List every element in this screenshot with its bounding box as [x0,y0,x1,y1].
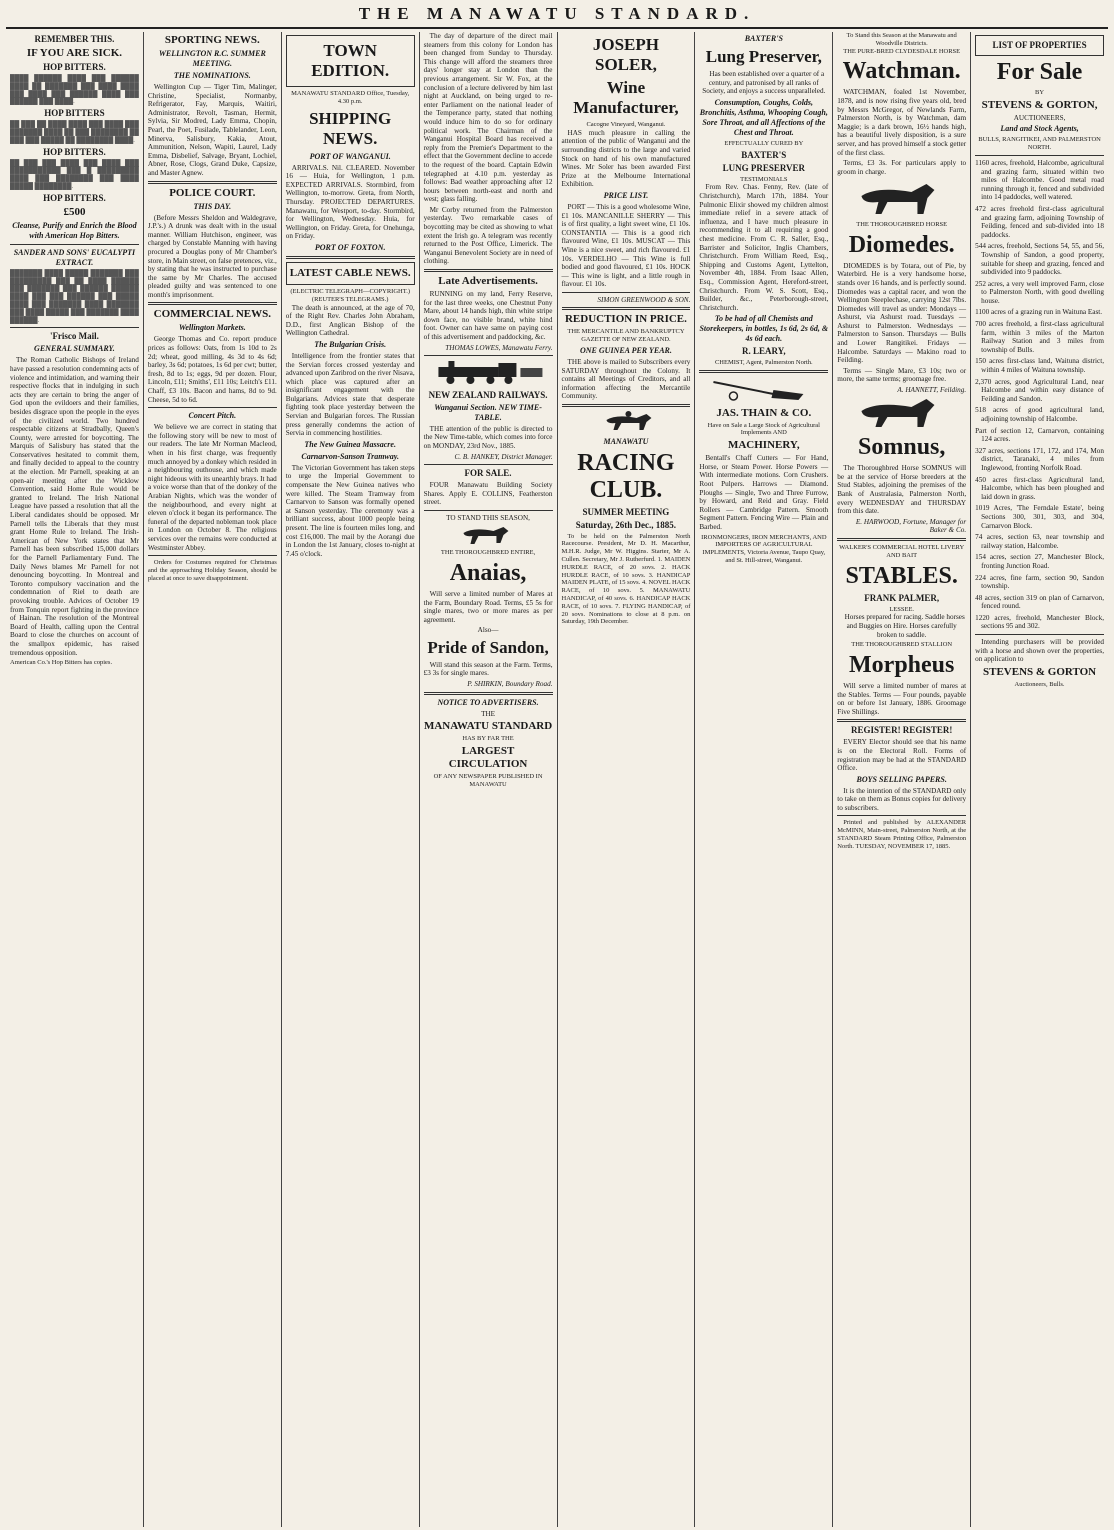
this-day-heading: THIS DAY. [193,201,232,211]
morpheus-body: Will serve a limited number of mares at the Stables. Terms — Four pounds, payable on or before 1st January, 1886. Groomage Five Shillings. [837,681,967,716]
race-date: Saturday, 26th Dec., 1885. [575,519,677,530]
register-body: EVERY Elector should see that his name is on the Electoral Roll. Forms of registration may be had at the STANDARD Office. [837,738,967,773]
for-sale-heading: FOR SALE. [464,468,512,479]
frisco-heading: 'Frisco Mail. [49,331,99,342]
shipping-heading: SHIPPING NEWS. [309,108,392,148]
price-list-heading: PRICE LIST. [603,190,649,200]
gazette-title: THE MERCANTILE AND BANKRUPTCY GAZETTE OF NEW ZEALAND. [567,328,685,344]
hop-bitters-heading-4: HOP BITTERS. [43,192,106,203]
general-summary-body: The Roman Catholic Bishops of Ireland have passed a resolution condemning acts of violence and intimidation, and warning their respective flocks that in indulging in such acts they are certain to bring the anger of God upon the evildoers and their families, besides disgrace upon the people in the eyes of the civilized world. Two hundred respectable citizens at Stradbally, Queen's County, were arrested for boycotting. The Marquis of Salisbury has stated that the Conservatives hesitated to commit them, and finally decided to appeal to the country at the election. Mr Parnell, speaking at an open-air meeting after the Wicklow Convention, said Home Rule would be granted to Ireland. The Irish National League have passed a resolution that all the Liberal candidates should be opposed. Mr Parnell tells the Liberals that they must grant Home Rule to Ireland. The Irish-American of New York states that Mr Parnell has been subscribed 15,000 dollars for the Parnell Parliamentary Fund. The Daily News blames Mr Parnell for not denouncing boycotting. In Montreal and Toronto compulsory vaccination and the condemnation of Riel to death are provoking trouble. Advices of October 19 from Tonquin report fighting in the province of Hainan. The resolution of the Montreal Board of Health, calling upon the Central Board to close the churches on account of the smallpox epidemic, has raised tremendous opposition. [10,356,139,657]
timetable-body: THE attention of the public is directed to the New Time-table, which comes into force on MONDAY, 23rd Nov., 1885. [423,424,553,450]
remember-heading: REMEMBER THIS. [34,34,115,44]
plough-icon [699,376,828,402]
wine-manufacturer: Wine Manufacturer, [573,78,679,117]
property-item: 1100 acres of a grazing run in Waituna East. [975,308,1103,317]
column-8 [971,32,1108,1527]
stand-season: TO STAND THIS SEASON, [446,513,530,522]
markets-heading: Wellington Markets. [178,323,246,333]
harwood-signature: E. HARWOOD, Fortune, Manager for Baker & Co. [855,517,967,535]
police-court-body: (Before Messrs Sheldon and Waldegrave, J.P.'s.) A drunk was dealt with in the usual manner. William Hutchison, engineer, was charged by Constable Manning with having procured a Douglas pony of Mr Chamber's store, in Main street, on false pretences, viz., by stating that he was instructed to purchase the same by Mr Charles. The accused pleaded guilty and was sentenced to one month's imprisonment. [147,213,277,299]
watchman-name: Watchman. [842,58,961,85]
latest-cable-heading: LATEST CABLE NEWS. [289,266,411,279]
property-item: 1019 Acres, 'The Ferndale Estate', being Sections 300, 301, 303, and 304, Carnarvon Block. [975,504,1104,530]
property-list [975,159,1104,631]
property-item: 472 acres freehold first-class agricultural and grazing farm, adjoining Township of Feilding, fenced and sub-divided into 18 paddocks. [975,204,1104,239]
reduction-heading: REDUCTION IN PRICE. [564,313,687,326]
column-6 [695,32,833,1527]
somnus-name: Somnus, [858,434,946,461]
guinea-line: ONE GUINEA PER YEAR. [580,346,672,356]
column-1-footer: American Co.'s Hop Bitters has copies. [10,659,113,667]
hannett-signature: A. HANNETT, Feilding. [897,386,967,395]
thain-name: JAS. THAIN & CO. [716,406,812,419]
gazette-body: THE above is mailed to Subscribers every SATURDAY throughout the Colony. It contains all Meetings of Creditors, and all information affecting the Mercantile Community. [561,358,691,401]
firm-address: BULLS, RANGITIKEI, AND PALMERSTON NORTH. [978,136,1101,152]
property-item: 518 acres of good agricultural land, adjoining township of Halcombe. [975,406,1104,424]
baxter-heading: BAXTER'S [744,34,783,43]
cable-body: The death is announced, at the age of 70, of the Right Rev. Charles John Abraham, D.D., first Anglican Bishop of the Wellington Cathedral. [285,303,415,338]
price-list-body: PORT — This is a good wholesome Wine, £1 10s. MANCANILLE SHERRY — This is of first quality, a light sweet wine, £1 10s. CONSTANTIA — This is a good rich flavoured Wine, £1 10s. MUSCAT — This Wine is a nice sweet, and rich flavoured. £1 10s. VERDELHO — This Wine is full bodied and good flavoured, £1 10s. HOCK — This wine is light, and a little rough in flavour. £1 10s. [561,202,691,289]
hop-bitters-heading-2: HOP BITTERS [44,108,105,119]
papers-heading: BOYS SELLING PAPERS. [856,774,947,784]
thoroughbred-line: THE THOROUGHBRED HORSE [856,220,948,228]
bulgarian-body: Intelligence from the frontier states that the Servian forces crossed yesterday and advanced upon Zaribrod on the river Nisava, which place was captured after an insignificant engagement with the Bulgarians. Advices state that desperate fighting took place yesterday between the Servian and Bulgarian forces. The Russian press generally condemns the action of Servia in commencing hostilities. [285,351,415,438]
racing-club-heading: RACING CLUB. [577,449,675,503]
property-item: 1160 acres, freehold, Halcombe, agricultural and grazing farm, situated within two miles of Halcombe. Good metal road running through it, fenced and subdivided into 14 paddocks, well watered. [975,158,1104,202]
pride-body: Will stand this season at the Farm. Terms, £3 3s for single mares. [423,660,553,678]
palmer-name: FRANK PALMER, [864,592,940,603]
anaias-name: Anaias, [449,559,527,586]
cured-by-line: EFFECTUALLY CURED BY [724,139,804,147]
auctioneers-label: AUCTIONEERS, [1013,113,1066,122]
commercial-heading: COMMERCIAL NEWS. [153,308,271,321]
testimonials-label: TESTIMONIALS [740,175,788,183]
property-item: Part of section 12, Carnarvon, containing 124 acres. [975,426,1104,444]
clydesdale-line: THE PURE-BRED CLYDESDALE HORSE [843,47,961,55]
timetable-heading: Wanganui Section. NEW TIME-TABLE. [434,402,542,422]
for-sale-heading: For Sale [996,59,1083,85]
sanders-heading: SANDER AND SONS' EUCALYPTI EXTRACT. [13,247,136,267]
hop-bitters-text-3: ██ ███ ███ ████ ███ ████ ███ ███████████ ███ █ █████████ ████ ███ ████████ ███ ████ █████ ████████. [10,159,139,190]
diomedes-body: DIOMEDES is by Totara, out of Pie, by Waterbird. He is a very handsome horse, stands over 16 hands, and is perfectly sound. Diomedes was a capital racer, and won the Wellington Steeplechase, carrying 12st 7lbs. Diomedes will travel as under: Mondays — Ashurst, via Ashurst road. Tuesdays — Ashurst to Palmerston. Wednesdays — Palmerston to Sanson. Thursdays — Bulls and Lower Rangitikei. Fridays — Halcombe. Saturdays — Makino road to Feilding. [837,261,967,365]
race-body: To be held on the Palmerston North Racecourse. President, Mr D. H. Macarthur, M.H.R. Judge, Mr W. Higgins. Starter, Mr A. Cullen. Secretary, Mr J. Rutherfurd. 1. MAIDEN HURDLE RACE, of 20 sovs. 2. HACK HURDLE RACE, of 10 sovs. 3. HANDICAP MAIDEN PLATE, of 15 sovs. 4. NOVEL HACK RACE, of 10 sovs. 5. MANAWATU HANDICAP, of 40 sovs. 6. HANDICAP HACK RACE, of 10 sovs. 7. FLYING HANDICAP, of 20 sovs. Nominations to close at 8 p.m. on Saturday, 19th December. [561,532,691,626]
concert-heading: Concert Pitch. [188,411,237,421]
also-label: Also— [477,626,499,635]
column-4 [420,32,558,1527]
purchasers-note: Intending purchasers will be provided with a horse and shown over the properties, on application to [975,638,1104,664]
horse-icon [837,178,966,218]
sick-heading: IF YOU ARE SICK. [26,47,123,59]
watchman-body: WATCHMAN, foaled 1st November, 1878, and is now rising five years old, bred by Messrs McGregor, of Newlands Farm, Palmerston North, is by Watchman, dam Maggie; is a dark brown, 16½ hands high, has a beautiful lively disposition, is a sure server, and has proved himself a stock getter of the first class. [837,88,967,157]
leary-name: R. LEARY, [742,346,786,357]
reward-amount: £500 [63,205,86,218]
shipping-body: ARRIVALS. Nil. CLEARED. November 16 — Huia, for Wellington, 1 p.m. EXPECTED ARRIVALS. Stormbird, from Wellington, to-morrow. Greta, from North, Thursday. PROJECTED DEPARTURES. Manawatu, for Westport, to-day. Stormbird, for Wellington, Wednesday. Huia, for Wellington, on Friday. Greta, for Onehunga, on Friday. [285,163,415,241]
anaias-body: Will serve a limited number of Mares at the Farm, Boundary Road. Terms, £5 5s for single mares, two or more mares as per agreement. [423,589,553,624]
markets-body: George Thomas and Co. report produce prices as follows: Oats, from 1s 10d to 2s 2d; wheat, good milling, 4s 3d to 4s 6d; barley, 3s 6d; potatoes, 1s 6d per cwt; butter, fresh, 8d to 1s; eggs, 9d per dozen. Flour, Lincoln, £11; Smiths', £11 10s; Leitch's £11. Chaff, £3 10s. Bacon and hams, 8d to 9d. Cheese, 5d to 6d. [147,335,277,404]
column-2 [144,32,282,1527]
hop-bitters-heading-1: HOP BITTERS. [43,62,106,72]
papers-body: It is the intention of the STANDARD only to take on them as Bonus copies for delivery to subscribers. [837,786,967,812]
property-item: 150 acres first-class land, Waituna district, within 4 miles of Waituna township. [975,357,1104,375]
summer-meeting-label: SUMMER MEETING [582,506,670,517]
pride-of-sandon: Pride of Sandon, [427,637,549,657]
general-summary-heading: GENERAL SUMMARY. [34,344,115,354]
summer-meeting-heading: WELLINGTON R.C. SUMMER MEETING. [158,49,266,68]
hankey-signature: C. B. HANKEY, District Manager. [454,452,553,461]
hop-bitters-heading-3: HOP BITTERS. [43,146,106,157]
property-item: 224 acres, fine farm, section 90, Sandon township. [975,573,1104,591]
lowes-signature: THOMAS LOWES, Manawatu Ferry. [445,343,553,352]
port-wanganui-heading: PORT OF WANGANUI. [309,151,391,161]
railways-heading: NEW ZEALAND RAILWAYS. [428,389,548,400]
property-item: 327 acres, sections 171, 172, and 174, Mon district, Taranaki, 4 miles from Inglewood, fronting Norfolk Road. [975,446,1104,472]
concert-body: We believe we are correct in stating that the following story will be new to most of our readers. The late Mr Norman Macleod, when in his first charge, was frequently much annoyed by a donkey which resided in a neighbouring outhouse, and which made night hideous with its unearthly brays. It had a voice worse than that of the donkey of the Arabian Nights, which was the wonder of the neighbourhood, and every night at eleven o'clock it began its performance. The funeral of the departed nobleman took place in London on October 8. The religious services over the remains were conducted at Westminster Abbey. [147,423,277,552]
thain-list: Bentall's Chaff Cutters — For Hand, Horse, or Steam Power. Horse Powers — With intermediate motions. Corn Crushers. Root Pulpers. Harrows — Diamond. Ploughs — Single, Two and Three Furrow, by Howard, and Reid and Gray. Field Rollers — Cambridge Pattern. Smooth Segment Pattern. Fencing Wire — Plain and Barbed. [699,454,829,532]
notice-advertisers: NOTICE TO ADVERTISERS. [437,697,539,707]
police-court-heading: POLICE COURT. [169,186,256,199]
property-item: 154 acres, section 27, Manchester Block, fronting Junction Road. [975,553,1104,570]
horse-race-icon [562,410,691,432]
property-item: 1220 acres, freehold, Manchester Block, sections 95 and 302. [975,613,1104,631]
tramway-heading: Carnarvon-Sanson Tramway. [301,451,400,461]
list-properties-heading: LIST OF PROPERTIES [992,40,1087,50]
largest-circulation: LARGEST CIRCULATION [448,745,528,771]
soler-name: JOSEPH SOLER, [592,35,659,74]
property-item: 450 acres first-class Agricultural land, Halcombe, which has been ploughed and laid down in grass. [975,475,1104,501]
lung-preserver-heading-2: LUNG PRESERVER [722,162,806,173]
manawatu-label: MANAWATU [603,436,649,446]
hop-bitters-text-1: ████ ██████ ████ ███ ██████ ████ ██ ███████ ███ ████ ████ ███ ████ ███ ██████ ████ ███ ██████ ███ ████. [10,75,139,106]
property-item: 252 acres, a very well improved Farm, close to Palmerston North, with good dwelling house. [975,279,1104,305]
news-body-2: Mr Corby returned from the Palmerston yesterday. Two remarkable cases of boycotting may be cited as showing to what extent the Irish go. A telegram was recently returned to the Post Office, Limerick. The Wanganui Benevolent Society are in need of clothing. [423,205,553,266]
diomedes-name: Diomedes. [848,231,955,258]
standard-name: MANAWATU STANDARD [423,720,553,733]
column-7 [833,32,971,1527]
port-foxton-heading: PORT OF FOXTON. [314,242,386,252]
imprint: Printed and published by ALEXANDER McMINN, Main-street, Palmerston North, at the STANDARD Steam Printing Office, Palmerston North. TUESDAY, NOVEMBER 17, 1885. [837,819,967,850]
register-heading: REGISTER! REGISTER! [851,725,953,736]
stand-intro: To Stand this Season at the Manawatu and Woodville Districts. [846,32,957,47]
stallion-line: THE THOROUGHBRED STALLION [851,641,953,649]
property-item: 544 acres, freehold, Sections 54, 55, and 56, Township of Sandon, a good property, suitable for sheep and grazing, fenced and subdivided into 9 paddocks. [975,242,1104,277]
horse-icon [837,395,966,429]
nominations-heading: THE NOMINATIONS. [173,71,251,80]
orders-notice: Orders for Costumes required for Christmas and the approaching Holiday Season, should be placed at once to save disappointment. [147,559,277,582]
property-item: 2,370 acres, good Agricultural Land, near Halcombe and within easy distance of Feilding and Sandon. [975,377,1104,403]
greenwood-signature: SIMON GREENWOOD & SON. [597,295,691,304]
shirkin-signature: P. SHIRKIN, Boundary Road. [467,680,553,689]
sporting-heading: SPORTING NEWS. [164,34,260,46]
thain-sub: Have on Sale a Large Stock of Agricultural Implements AND [707,421,820,437]
horse-icon [424,523,553,547]
train-icon [424,359,553,385]
shares-notice: FOUR Manawatu Building Society Shares. Apply E. COLLINS, Featherston street. [423,481,553,507]
hotel-line: WALKER'S COMMERCIAL HOTEL LIVERY AND BAIT [839,543,965,559]
columns [6,32,1108,1527]
cleanse-tagline: Cleanse, Purify and Enrich the Blood with American Hop Bitters. [12,220,137,240]
stables-heading: STABLES. [845,562,958,589]
somnus-body: The Thoroughbred Horse SOMNUS will be at the service of Horse breeders at the Stud Stables, adjoining the premises of the Bank of Australasia, Palmerston North, every WEDNESDAY and THURSDAY from this date. [837,464,967,516]
morpheus-name: Morpheus [849,651,955,678]
sanders-text: ███████ ████ █████ ███████ ███ █████████ ███ ██ ████ ██████ ███ ███████ ███ ██████ ██████ ████ ███ ███ ██████ ███ █████ ████ ███ ███████ ████ ███████ ███ ████ █████ ███ ███████ ████ ██████. [10,269,139,324]
lessee-label: LESSEE. [889,605,915,613]
machinery-heading: MACHINERY, [727,439,800,452]
thain-footer: IRONMONGERS, IRON MERCHANTS, AND IMPORTERS OF AGRICULTURAL IMPLEMENTS, Victoria Avenue, Taupo Quay, and St. Hill-street, Wanganui. [701,533,827,564]
published-line: OF ANY NEWSPAPER PUBLISHED IN MANAWATU [433,773,543,788]
hop-bitters-text-2: ██ ███ ██ ████ ████ ███ ████ ███ ███████ ████ ██ ███ ████████ ██ ███ ███ █████ ██ ████████ ████. [10,121,139,144]
testimonials-body: From Rev. Chas. Fenny, Rev. (late of Christchurch), March 17th, 1884. Your Pulmonic Elixir showed my children almost immediate relief in a severe attack of influenza, and I have much pleasure in recommending it to all requiring a good chest medicine. From C. R. Saller, Esq., Barrister and Solicitor, Inglis Chambers, Christchurch. From William Reed, Esq., Shipping and Customs Agent, Lyttelton, November 4th, 1884. From Isaac Allen, Esq., Commission Agent, Hereford-street, Christchurch. From W. S. Scott, Esq., Builder, &c., Peterborough-street, Christchurch. [699,183,829,312]
telegraph-line: (ELECTRIC TELEGRAPH—COPYRIGHT.) (REUTER'S TELEGRAMS.) [290,287,411,303]
property-item: 48 acres, section 319 on plan of Carnarvon, fenced round. [975,593,1104,611]
masthead: THE MANAWATU STANDARD. [6,4,1108,29]
news-body-1: The day of departure of the direct mail steamers from this colony for London has been changed from Sunday to Thursday. This change will afford the steamers three days' longer stay at London than the previous arrangement. Sir W. Fox, at the conclusion of a lecture delivered by him last night at Auckland, on being urged to re-enter Parliament on the national leader of the Temperance party, stated that nothing would induce him to do so for ordinary political work. The Chairman of the Wanganui Hospital Board has received a reply from the Premier's Department to the effect that the Government decline to accede to the request of the board. Captain Edwin telegraphed at 4.10 p.m. yesterday as follows: Bad weather approaching after 12 hours between north-east and north and west; glass falling. [423,32,553,204]
lung-intro: Has been established over a quarter of a century, and patronised by all ranks of Society, and enjoys a success unparalleled. [702,70,826,96]
diomedes-terms: Terms — Single Mare, £3 10s; two or more, the same terms; groomage free. [837,366,967,384]
diseases-list: Consumption, Coughs, Colds, Bronchitis, Asthma, Whooping Cough, Sore Throat, and all Affections of the Chest and Throat. [699,97,828,137]
town-edition-heading: TOWN EDITION. [311,41,390,80]
stray-pony-notice: RUNNING on my land, Ferry Reserve, for the last three weeks, one Chestnut Pony Mare, about 14 hands high, thin white stripe down face, no visible brand, white hind foot. Owner can have same on paying cost of this advertisement and paddocking, &c. [423,290,553,341]
property-item: 74 acres, section 63, near township and railway station, Halcombe. [975,533,1104,550]
new-guinea-heading: The New Guinea Massacre. [304,439,396,449]
baxter-heading-2: BAXTER'S [741,149,787,160]
soler-intro: HAS much pleasure in calling the attention of the public of Wanganui and the surrounding districts to the large and varied Stock on hand of his own manufactured Wines. Mr Soler has been awarded First Prize at the Melbourne International Exhibition. [561,128,691,189]
property-item: 700 acres freehold, a first-class agricultural farm, within 3 miles of the Marton Railway Station and 3 miles from township of Bulls. [975,320,1104,354]
land-agents-label: Land and Stock Agents, [1000,124,1079,134]
firm-name: STEVENS & GORTON, [981,98,1098,111]
thoroughbred-entire: THE THOROUGHBRED ENTIRE, [440,549,536,557]
firm-signature-sub: Auctioneers, Bulls. [1014,680,1065,688]
watchman-terms: Terms, £3 3s. For particulars apply to groom in charge. [837,159,967,176]
by-label: BY [1035,89,1045,96]
vineyard-line: Cacogne Vineyard, Wanganui. [586,121,666,128]
tramway-body: The Victorian Government has taken steps to urge the Imperial Government to compensate the New Guinea natives who were killed. The Steam Tramway from Carnarvon to Sanson was formally opened at Sanson yesterday. The ceremony was a brilliant success, about 1000 people being present. The line is fourteen miles long, and cost £16,000. The mail by the Aorangi due in London the 1st January, closes to-night at 7.45 o'clock. [285,463,415,558]
column-1 [6,32,144,1527]
sold-by-line: To be had of all Chemists and Storekeepers, in bottles, 1s 6d, 2s 6d, & 4s 6d each. [699,314,829,344]
bulgarian-heading: The Bulgarian Crisis. [314,339,387,349]
the-label: THE [481,709,496,718]
dateline: MANAWATU STANDARD Office, Tuesday, 4.30 p.m. [291,90,410,105]
leary-sub: CHEMIST, Agent, Palmerston North. [714,359,813,367]
horses-list: Horses prepared for racing. Saddle horses and Buggies on Hire. Horses carefully broken to saddle. [844,613,965,639]
column-5 [558,32,696,1527]
late-ads-heading: Late Advertisements. [438,275,538,288]
lung-preserver-heading: Lung Preserver, [705,47,822,66]
has-by-far: HAS BY FAR THE [462,735,514,743]
column-3 [282,32,420,1527]
nominations-body: Wellington Cup — Tiger Tim, Malinger, Christine, Specialist, Normanby, Refrigerator, Fay, Marquis, Waitiri, Administrator, Revolt, Tasman, Hermit, Sylvia, Sir Modred, Lady Emma, Chopin, Pearl, the Poet, Fusilade, Tablelander, Leon, Minerva, Salisbury, Kakia, Atout, Ammunition, Nelson, Wapiti, Laurel, Lady Emma, Disbelief, Salvage, Bryant, Lochiel, Abner, Rose, Clogs, Grand Duke, Capsize, and Master Agnew. [147,83,277,177]
firm-signature: STEVENS & GORTON [983,665,1097,678]
